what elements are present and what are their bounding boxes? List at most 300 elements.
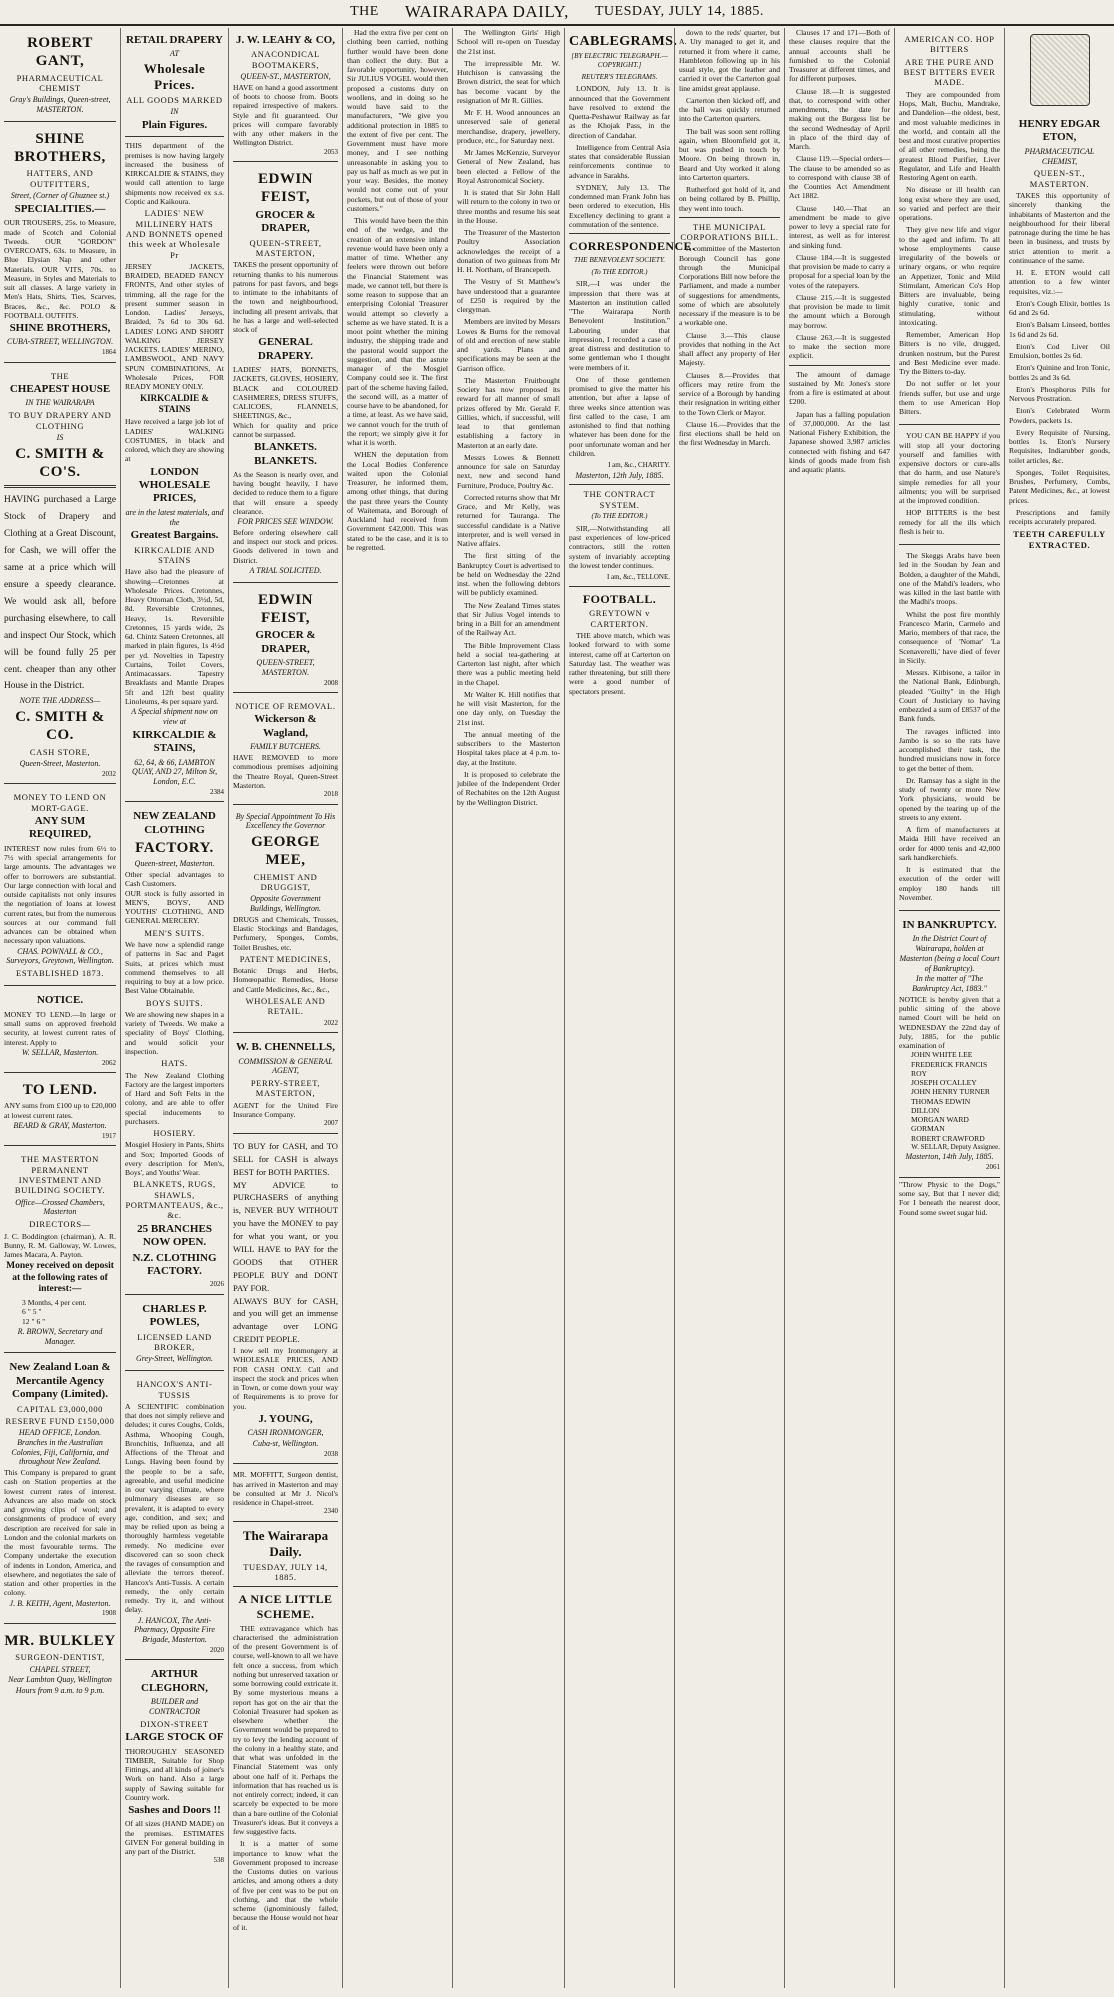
advert-paragraph: Eton's Balsam Linseed, bottles 1s 6d and 2s 6d.	[1009, 320, 1110, 339]
advert-title: HENRY EDGAR ETON,	[1018, 118, 1101, 144]
section-heading: THE MUNICIPAL CORPORATIONS BILL.	[680, 221, 779, 243]
masthead-date: TUESDAY, JULY 14, 1885.	[594, 4, 764, 19]
advert-body: OUR TROUSERS, 25s. to Measure, made of Scotch and Colonial Tweeds. OUR "GORDON" OVERCOATS, 63s. to Measure, in Blue Elysian Nap and other Materials. OUR VITS, 70s. to Measure, in Styles and Materials to suit all classes. A large variety in Men's Hats, Shirts, Ties, Scarves, Braces, &c., &c. POLO & FOOTBALL OUTFITS.	[4, 218, 116, 320]
advert-number: 2026	[210, 1280, 224, 1289]
news-item: The ravages inflicted into Jambo is so so the rats have accomplished their task, the hundred musicians now in force to get the better of them.	[899, 726, 1000, 773]
advert-chennells	[233, 1035, 338, 1134]
news-item: The irrepressible Mr. W. Hutchison is canvassing the Brown district, the seat for which has become vacant by the resignation of Mr R. Gillies.	[457, 58, 560, 105]
advert-address: QUEEN-ST., MASTERTON.	[1029, 168, 1090, 189]
advert-line: HEAD OFFICE, London. Branches in the Australian Colonies, Fiji, California, and throughout New Zealand.	[11, 1428, 109, 1467]
advert-subtitle: LICENSED LAND BROKER,	[137, 1331, 212, 1353]
news-item: Whilst the post fire monthly Francesco Marin, Carmelo and Mario, members of that race, the consequence of 'Nomar' 'La Scenaverelli,' have died of fever in Sicily.	[899, 609, 1000, 665]
rate-item: 12 " 6 "	[22, 1316, 46, 1326]
advert-title: C. SMITH & CO.	[15, 709, 105, 744]
advert-body: MR. MOFFITT, Surgeon dentist, has arrived in Masterton and may be consulted at Mr J. Nicol's residence in Chapel-street.	[233, 1470, 338, 1508]
advert-paragraph: Eton's Quinine and Iron Tonic, bottles 2s and 3s 6d.	[1009, 363, 1110, 382]
advert-title: FACTORY.	[135, 840, 214, 857]
advert-shine-brothers	[4, 124, 116, 363]
news-item: Mr James McKenzie, Surveyor General of New Zealand, has been elected a Fellow of the Royal Astronomical Society.	[457, 148, 560, 185]
article-paragraph: Clause 16.—Provides that the first elections shall be held on the first Wednesday in March.	[679, 419, 780, 448]
advert-address: Queen-street, Masterton.	[134, 859, 215, 869]
advert-body: INTEREST now rules from 6½ to 7½ with special arrangements for large amounts. The advantages we offer to borrowers are substantial. Our large connection with local and outside capitalists not only insures the negotiation of loans at lowest current rates, but from the numerous sources at our command full advances can be obtained when necessary upon valuations.	[4, 843, 116, 946]
advert-line: TO BUY DRAPERY AND CLOTHING	[8, 410, 112, 431]
advert-title: AMERICAN CO. HOP BITTERS	[904, 34, 995, 55]
advert-j-young	[233, 1136, 338, 1464]
masthead-the: THE	[350, 4, 379, 19]
advert-paragraph: Eton's Celebrated Worm Powders, packets 1s.	[1009, 406, 1110, 425]
article-paragraph: THE extravagance which has characterised the administration of the present Government is of course, well-known to all we have felt once a success, from which nothing but unreserved taxation or some borrowing could extricate it. By some mysterious means a report has got on the air that the Colonial Treasurer had spoken as elsewhere whether the Government would be prepared to try to levy the lending account of the colony in a healthy state, and that what was unfolded in the Financial Statement was only about one half of it. Perhaps the information that has reached us is not entirely correct; indeed, it can scarcely be expected to be more than a bare outline of the Colonial Treasurer's ideas. But it conveys a few suggestive facts.	[233, 1623, 338, 1837]
advert-body: Have received a large job lot of LADIES' WALKING COSTUMES, in black and colored, which they are showing at	[125, 417, 224, 464]
advert-body: Have also had the pleasure of showing—Cretonnes at Wholesale Prices. Cretonnes, Heavy Ottoman Cloth, 3½d, 5d, 8d. Reversible Cretonnes, Heavy, 1s. Reversible Cretonnes, 15 yards wide, 2s 6d. Chintz Sateen Cretonnes, all marked in plain figures, 1s 4½d per yd. Novelties in Tapestry Curtains, Toilet Covers, Antimacassars. Tapestry Breakfasts and Mantle Drapes 5ft and 12ft best quality Linoleums, 4s per square yard.	[125, 567, 224, 706]
advert-sign: CHAS. POWNALL & CO., Surveyors, Greytown, Wellington.	[6, 946, 114, 966]
advert-leahy	[233, 28, 338, 162]
advert-line: Office—Crossed Chambers, Masterton	[15, 1197, 105, 1217]
news-item: The Vestry of St Matthew's have understood that a guarantee of £250 is required by the clergyman.	[457, 277, 560, 314]
article-paragraph: Had the extra five per cent on clothing been carried, nothing further would have been done than collect the duty. But a favorable opportunity, however, Sir JULIUS VOGEL would then proposed a customs duty on woollens, and in doing so he would have said to the manufacturers, "We give you additional protection in 1885 to the extent of five per cent. The Government must have more money, and I see nothing unreasonable in asking you to pay us half as much as we put in your way. Besides, the money would not come out of your pockets, but out of those of your customers."	[347, 28, 448, 213]
advert-footer: TEETH CAREFULLY EXTRACTED.	[1013, 529, 1106, 550]
advert-address: QUEEN-STREET, MASTERTON,	[249, 237, 322, 258]
advert-body: We have now a splendid range of patterns in Sac and Paget Suits, at prices which must commend themselves to all requiring to buy at a low price. Best Value Obtainable.	[125, 940, 224, 996]
advert-line: AT	[169, 49, 180, 59]
advert-heading: THE MASTERTON PERMANENT INVESTMENT AND BUILDING SOCIETY.	[14, 1154, 106, 1196]
advert-title-repeat: SHINE BROTHERS,	[9, 322, 111, 335]
advert-paragraph: HOP BITTERS is the best remedy for all the ills which flesh is heir to.	[899, 508, 1000, 536]
divider	[233, 1586, 338, 1587]
advert-number: 2384	[210, 787, 224, 796]
advert-number: 1864	[102, 348, 116, 357]
advert-body: ALWAYS BUY for CASH, and you will get an immense advantage over LONG CREDIT PEOPLE.	[233, 1295, 338, 1345]
advert-line: BLANKETS, RUGS, SHAWLS, PORTMANTEAUS, &c., &c.	[125, 1179, 224, 1221]
news-item: Mr Walter K. Hill notifies that he will visit Masterton, for the one day only, on Tuesday the 21st inst.	[457, 689, 560, 727]
article-paragraph: Carterton then kicked off, and the ball was quickly returned into the Carterton quarters.	[679, 95, 780, 124]
section-subheading: [BY ELECTRIC TELEGRAPH.—COPYRIGHT.]	[571, 52, 668, 69]
debtor-name: MORGAN WARD GORMAN	[911, 1115, 969, 1134]
advert-number: 2340	[324, 1507, 338, 1516]
advert-line: CASH STORE,	[29, 746, 91, 757]
advert-number: 2018	[324, 790, 338, 799]
letter-paragraph: SIR,—I was under the impression that there was at Masterton an institution called "The Wairarapa North Benevolent Institution." Labouring under that impression, I recorded a case of great distress and destitution to some gentleman who I thought were members of it.	[569, 279, 670, 372]
advert-paragraph: Eton's Cod Liver Oil Emulsion, bottles 2s 6d.	[1009, 341, 1110, 361]
advert-body: AGENT for the United Fire Insurance Company.	[233, 1100, 338, 1120]
editorial-masthead: The Wairarapa Daily.	[242, 1527, 329, 1559]
advert-line: are in the latest materials, and the	[125, 507, 224, 527]
advert-heading: N.Z. CLOTHING FACTORY.	[132, 1251, 217, 1278]
advert-title: ANY SUM REQUIRED,	[28, 815, 92, 841]
advert-body: ANY sums from £100 up to £20,000 at lowest current rates.	[4, 1101, 116, 1120]
news-item: A firm of manufacturers at Maida Hill have received an order for 4000 tenis and 42,000 sark handkerchiefs.	[899, 825, 1000, 862]
advert-number: 2022	[324, 1018, 338, 1027]
advert-edwin-feist	[233, 164, 338, 583]
advert-address: QUEEN-ST., MASTERTON,	[240, 72, 331, 82]
advert-number: 2007	[324, 1119, 338, 1128]
article-paragraph: Clause 263.—It is suggested to make the section more explicit.	[789, 332, 890, 361]
advert-paragraph: Eton's Cough Elixir, bottles 1s 6d and 2s 6d.	[1009, 298, 1110, 318]
advert-line: In the matter of "The Bankruptcy Act, 1883."	[912, 974, 987, 994]
advert-c-smith	[4, 365, 116, 785]
advert-number: 2061	[986, 1163, 1000, 1172]
divider	[4, 485, 116, 488]
advert-hop-bitters	[899, 28, 1000, 425]
engraving-illustration	[1030, 34, 1090, 106]
advert-body: Mosgiel Hosiery in Pants, Shirts and Sox; Imported Goods of every description for Men's, Boys', and Youths' Wear.	[125, 1140, 224, 1178]
news-item: Mr F. H. Wood announces an unreserved sale of general merchandise, drapery, jewellery, produce, etc., for Saturday next.	[457, 108, 560, 145]
advert-address: DIXON-STREET	[140, 1718, 209, 1729]
column-3	[228, 28, 342, 1988]
advert-line: In the District Court of Wairarapa, holden at Masterton (being a local Court of Bankruptcy).	[899, 934, 1000, 973]
advert-body: As the Season is nearly over, and having bought heavily, I have decided to reduce them to a figure that will ensure a speedy clearance.	[233, 469, 338, 516]
advert-subtitle: SURGEON-DENTIST,	[15, 1652, 105, 1663]
divider	[569, 233, 670, 234]
news-item: The first sitting of the Bankruptcy Court is advertised to be held on Wednesday the 22nd inst. when the following debtors will be publicly examined.	[457, 551, 560, 598]
advert-heading: PATENT MEDICINES,	[239, 953, 332, 964]
news-item: The Wellington Girls' High School will re-open on Tuesday the 21st inst.	[457, 28, 560, 56]
article-paragraph: The ball was soon sent rolling again, when Bloomfield got it, but was pushed in touch by Moore. On being thrown in, Beard and Uty worked it along into Carterton quarters.	[679, 126, 780, 182]
advert-line: BOYS SUITS.	[145, 997, 204, 1008]
advert-line: LADIES' NEW MILLINERY HATS AND BONNETS opened this week at Wholesale Pr	[125, 208, 224, 260]
rate-item: 3 Months, 4 per cent.	[22, 1298, 87, 1308]
divider	[789, 365, 890, 366]
masthead	[0, 0, 1114, 26]
advert-line: MEN'S SUITS.	[144, 927, 205, 938]
advert-sign: W. SELLAR, Masterton.	[21, 1047, 99, 1057]
advert-number: 2062	[102, 1058, 116, 1067]
advert-title: IN BANKRUPTCY.	[902, 919, 997, 932]
news-item: The Masterton Fruitbought Society has now proposed its reward for all manner of small prizes offered by Mr. Gerald F. Gillies, which, if successful, will lead to that gentleman establishing a factory in Masterton at an early date.	[457, 375, 560, 450]
advert-title: J. YOUNG,	[258, 1412, 313, 1425]
advert-retail-drapery	[125, 28, 224, 802]
article-paragraph: Clause 215.—It is suggested that provision be made to limit the amount which a Borough may borrow.	[789, 292, 890, 330]
advert-subtitle: CASH IRONMONGER,	[247, 1428, 324, 1438]
advert-powles	[125, 1297, 224, 1371]
advert-title: Money received on deposit at the following rates of interest:—	[6, 1261, 114, 1295]
advert-title: NEW ZEALAND CLOTHING	[133, 810, 216, 836]
advert-line: IN THE WAIRARAPA	[25, 398, 95, 408]
advert-address: CUBA-STREET, WELLINGTON.	[6, 337, 114, 347]
advert-title: MR. BULKLEY	[4, 1633, 116, 1649]
advert-address: Queen-Street, Masterton.	[19, 759, 101, 769]
advert-body: TAKES the present opportunity of returning thanks to his numerous patrons for past favors, and begs to intimate to the inhabitants of the town and neighbourhood, including all present arrivals, that he has a large and well-selected stock of	[233, 260, 338, 335]
advert-paragraph: Every Requisite of Nursing, bottles 1s. Eton's Nursery Requisites, Indiarubber goods, toilet articles, &c.	[1009, 427, 1110, 465]
advert-address: PERRY-STREET, MASTERTON,	[250, 1078, 321, 1099]
advert-line: A Special shipment now on view at	[131, 707, 218, 726]
advert-body: THOROUGHLY SEASONED TIMBER, Suitable for Shop Fittings, and all kinds of joiner's Work on hand. Also a large supply of Sawing suitable for Country work.	[125, 1746, 224, 1802]
advert-sign: J. HANCOX, The Anti-Pharmacy, Opposite Fire Brigade, Masterton.	[134, 1615, 215, 1645]
article-paragraph: THE above match, which was looked forward to with some interest, came off at Carterton on Saturday last. The weather was rather threatening, but still there were a good number of spectators present.	[569, 631, 670, 696]
article-paragraph: Clauses 8.—Provides that officers may retire from the service of a Borough by handing their resignation in writing either to the Town Clerk or Mayor.	[679, 370, 780, 417]
article-paragraph: A committee of the Masterton Borough Council has gone through the Municipal Corporations Bill now before the Parliament, and made a number of suggestions for amendments, some of which are absolutely necessary if the measure is to be a workable one.	[679, 244, 780, 328]
debtor-name: JOHN HENRY TURNER	[911, 1087, 990, 1097]
advert-body: A SCIENTIFIC combination that does not simply relieve and deludes; it cures Coughs, Colds, Asthma, Whooping Cough, Bronchitis, Influenza, and all Affections of the Throat and Lungs. Having been found by the people to be a safe, agreeable, and useful medicine in our varying climate, where pulmonary diseases are so prevalent, it is adapted to every age, condition, and sex; and may be relied upon as being a thoroughly harmless vegetable remedy. No medicine ever discovered can so soon check the ravages of consumption and alleviate the terrors thereof. Hancox's Anti-Tussis. A certain remedy, the only certain remedy. Try it, and without delay.	[125, 1401, 224, 1615]
news-items	[899, 547, 1000, 911]
advert-hancox	[125, 1373, 224, 1660]
letter-sign: I am, &c., TELLONE.	[606, 573, 670, 582]
advert-body: JERSEY JACKETS, BRAIDED, BEADED FANCY FRONTS, And other styles of trimming, all the rage for the present summer season in London. Ladies' Jerseys, Braided, 7s 6d to 30s 6d. LADIES' LONG AND SHORT WALKING JERSEY JACKETS. LADIES' MERINO, LAMBSWOOL, AND NAVY SPUN COMBINATIONS, At Wholesale Prices, FOR READY MONEY ONLY.	[125, 261, 224, 392]
section-heading: CABLEGRAMS.	[569, 34, 678, 49]
advert-body: J. C. Boddington (chairman), A. R. Bunny, R. M. Galloway, W. Lowes, James Macara, A. Payton.	[4, 1231, 116, 1260]
advert-heading: CHEAPEST HOUSE	[9, 383, 111, 396]
advert-body: Which for quality and price cannot be surpassed.	[233, 420, 338, 439]
advert-heading: Sashes and Doors !!	[128, 1804, 221, 1817]
news-item: It is proposed to celebrate the jubilee of the Independent Order of Rechabites on the 12th August by the Wellington District.	[457, 769, 560, 807]
advert-line: KIRKCALDIE AND STAINS	[134, 544, 215, 566]
advert-line: CAPITAL £3,000,000	[16, 1403, 104, 1414]
advert-to-lend	[4, 1075, 116, 1146]
advert-money-to-lend	[4, 786, 116, 986]
advert-subtitle: PHARMACEUTICAL CHEMIST,	[1024, 146, 1095, 166]
advert-line: NOTE THE ADDRESS—	[19, 696, 101, 706]
debtor-name: JOHN WHITE LEE	[911, 1050, 973, 1060]
letter-salutation: (To THE EDITOR.)	[591, 512, 648, 521]
advert-subtitle: BUILDER and CONTRACTOR	[149, 1697, 200, 1717]
advert-line: HATS.	[161, 1058, 188, 1069]
news-item: Japan has a falling population of 37,000,000. At the last National Fishery Exhibition, the Japanese showed 3,987 articles connected with fishing and 647 kinds of goods made from fish and aquatic plants.	[789, 409, 890, 474]
advert-sign: BEARD & GRAY, Masterton.	[13, 1120, 107, 1130]
news-item: The New Zealand Times states that Sir Julius Vogel intends to bring in a Bill for an amendment of the Railway Act.	[457, 600, 560, 638]
advert-line: CHAPEL STREET,	[29, 1664, 91, 1674]
advert-heading: LONDON WHOLESALE PRICES,	[138, 465, 211, 505]
column-6	[564, 28, 696, 1988]
advert-subtitle: COMMISSION & GENERAL AGENT,	[238, 1056, 333, 1076]
advert-line: RESERVE FUND £150,000	[5, 1415, 115, 1426]
section-subheading: REUTER'S TELEGRAMS.	[581, 72, 658, 81]
advert-line: ESTABLISHED 1873.	[16, 968, 104, 979]
news-item: The Skeggs Arabs have been led in the Soudan by Jean and Bolden, a daughter of the Mahdi, one of the Mahdi's leaders, who was killed in the last battle with the Madhi's troops.	[899, 551, 1000, 607]
advert-address: Grey-Street, Wellington.	[135, 1354, 214, 1364]
advert-address: Street, (Corner of Ghuznee st.)	[10, 191, 110, 201]
advert-body: We are showing new shapes in a variety of Tweeds. We make a speciality of Boys' Clothing, and would solicit your inspection.	[125, 1009, 224, 1056]
advert-line: IN	[170, 107, 179, 117]
advert-title: ARTHUR CLEGHORN,	[141, 1668, 208, 1694]
advert-body: NOTICE is hereby given that a public sitting of the above named Court will be held on WEDNESDAY the 22nd day of July, 1885, for the public examination of	[899, 994, 1000, 1051]
advert-body: This Company is prepared to grant cash on Station properties at the lowest current rates of interest. Advances are also made on stock and growing clips of wool; and consignments of produce of every description are received for sale in London and the colonial markets on the most favourable terms. The Company undertake the execution of indents in London, America, and elsewhere, and negotiates the sale of station and other properties in the colony.	[4, 1468, 116, 1598]
article-paragraph: Clause 184.—It is suggested that provision be made to carry a proposal for a special loan by the votes of the ratepayers.	[789, 252, 890, 290]
debtor-name: JOSEPH O'CALLEY	[911, 1078, 977, 1088]
letter-sign: I am, &c., CHARITY.	[608, 461, 670, 470]
debtor-list	[899, 1050, 1000, 1143]
advert-body: MONEY TO LEND.—In large or small sums on approved freehold security, at lowest current rates of interest. Apply to	[4, 1009, 116, 1047]
advert-paragraph: Sponges, Toilet Requisites, Brushes, Perfumery, Combs, Patent Medicines, &c., at lowest prices.	[1009, 467, 1110, 505]
news-item: Messrs Lowes & Bennett announce for sale on Saturday next, new and second hand Furniture, Produce, Poultry &c.	[457, 452, 560, 490]
advert-body: Before ordering elsewhere call and inspect our stock and prices. Goods delivered in town and District.	[233, 527, 338, 565]
section-heading: CORRESPONDENCE.	[569, 239, 696, 254]
column-1	[0, 28, 120, 1988]
advert-title: EDWIN FEIST,	[257, 171, 313, 206]
advert-line: FOR PRICES SEE WINDOW.	[237, 517, 334, 527]
advert-body: HAVE on hand a good assortment of boots to choose from. Boots repaired irrespective of makers. Style and fit guaranteed. Our prices will compare favorably with any other makers in the Wellington District.	[233, 82, 338, 148]
advert-cleghorn	[125, 1662, 224, 1870]
advert-heading: SPECIALITIES.—	[14, 202, 106, 215]
advert-body: LADIES' HATS, BONNETS, JACKETS, GLOVES, HOSIERY, BLACK and COLOURED CASHMERES, DRESS STUFFS, CALICOES, FLANNELS, SHEETINGS, &c.,	[233, 365, 338, 421]
article-paragraph: Rutherford got hold of it, and on being collared by B. Phillip, they went into touch.	[679, 185, 780, 213]
advert-subtitle: ANACONDICAL BOOTMAKERS,	[251, 49, 320, 70]
article-paragraph: down to the reds' quarter, but A. Uty managed to get it, and returned it from where it came, Hambleton following up in his usual style, got the leather and carried it over the Carterton goal line amidst great applause.	[679, 28, 780, 93]
advert-number: 2008	[324, 678, 338, 687]
advert-heading: Greatest Bargains.	[130, 529, 219, 542]
advert-robert-gant	[4, 28, 116, 122]
divider	[125, 136, 224, 137]
advert-paragraph: TAKES this opportunity of sincerely thanking the inhabitants of Masterton and the neighbourhood for their liberal patronage during the time he has been in business, and trusts by strict attention to merit a continuance of the same.	[1009, 191, 1110, 265]
advert-paragraph: H. E. ETON would call attention to a few winter requisites, viz.:—	[1009, 268, 1110, 296]
advert-line: WHOLESALE AND RETAIL.	[245, 995, 326, 1017]
advert-title: EDWIN FEIST,	[257, 591, 313, 626]
advert-line: DIRECTORS—	[29, 1219, 91, 1230]
advert-line: ALL GOODS MARKED	[126, 94, 223, 105]
divider	[569, 586, 670, 587]
advert-number: 2038	[324, 1449, 338, 1458]
advert-body: Of all sizes (HAND MADE) on the premises. ESTIMATES GIVEN For general building in any part of the District.	[125, 1819, 224, 1857]
advert-address: Opposite Government Buildings, Wellington.	[249, 894, 322, 914]
debtor-name: FREDERICK FRANCIS ROY	[911, 1059, 988, 1078]
advert-edwin-feist-2	[233, 585, 338, 693]
advert-subtitle: PHARMACEUTICAL CHEMIST	[16, 72, 104, 93]
advert-heading: NOTICE.	[36, 994, 84, 1007]
advert-line: THE	[50, 370, 70, 381]
advert-paragraph: Eton's Phosphorus Pills for Nervous Prostration.	[1009, 384, 1110, 404]
advert-address: Near Lambton Quay, Wellington	[8, 1675, 112, 1685]
advert-heading: LARGE STOCK OF	[125, 1731, 224, 1744]
advert-heading: 25 BRANCHES NOW OPEN.	[137, 1222, 212, 1249]
news-item: It is estimated that the execution of the order will employ 180 hands till November.	[899, 865, 1000, 902]
advert-bulkley	[4, 1626, 116, 1702]
column-4	[342, 28, 452, 1988]
news-item: The annual meeting of the subscribers to the Masterton Hospital takes place at 4 p.m. to-day, at the Institute.	[457, 729, 560, 767]
advert-body: HAVING purchased a Large Stock of Drapery and Clothing at a Great Discount, for Cash, we will offer the same at a price which will ensure a speedy clearance. We would ask all, before purchasing elsewhere, to call and inspect Our Stock, which will be found fully 25 per cent. cheaper than any other House in the District.	[4, 495, 116, 692]
news-item: The Bible Improvement Class held a social tea-gathering at Carterton last night, after which there was a public meeting held in the Chapel.	[457, 640, 560, 687]
advert-body: The New Zealand Clothing Factory are the largest importers of Hard and Soft Felts in the colony, and are able to offer special inducements to purchasers.	[125, 1070, 224, 1126]
news-item: Dr. Ramsay has a sight in the study of twenty or more New York physicians, would be opened by the tearing up of the streets to any extent.	[899, 775, 1000, 822]
advert-address: 62, 64, & 66, LAMBTON QUAY, AND 27, Milton St, London, E.C.	[131, 757, 218, 787]
advert-line: IS	[56, 432, 64, 442]
news-item: Corrected returns show that Mr Grace, and Mr Kelly, was returned for Tauranga. The successful candidate is a Native interpreter, and is well versed in Native affairs.	[457, 492, 560, 548]
advert-line: Plain Figures.	[141, 118, 208, 131]
advert-sign: J. B. KEITH, Agent, Masterton.	[9, 1598, 111, 1608]
advert-nz-loan	[4, 1355, 116, 1624]
news-item: Messrs. Kitbisone, a tailor in the National Bank, Edinburgh, pleaded "Guilty" in the High Court of Justiciary to having embezzled a sum of £8537 of the Bank funds.	[899, 668, 1000, 724]
advert-title: GEORGE MEE,	[251, 834, 320, 869]
advert-number: 1917	[102, 1131, 116, 1140]
divider	[569, 484, 670, 485]
advert-number: 2020	[210, 1645, 224, 1654]
advert-body: DRUGS and Chemicals, Trusses, Elastic Stockings and Bandages, Perfumery, Sponges, Combs, Toilet Brushes, etc.	[233, 914, 338, 952]
editorial-date: TUESDAY, JULY 14, 1885.	[243, 1561, 328, 1582]
cable-item: Intelligence from Central Asia states that considerable Russian reinforcements continue to advance in Sarakhs.	[569, 142, 670, 180]
advert-address: Gray's Buildings, Queen-street, MASTERTON.	[9, 95, 111, 115]
verse: "Throw Physic to the Dogs," some say, But that I never did; For I beneath the nearest door, Found some sweet sugar hid.	[899, 1179, 1000, 1217]
column-5	[452, 28, 564, 1988]
letter-paragraph: SIR,—Notwithstanding all past experiences of low-priced contractors, still the rotten system of invariably accepting the lowest tender continues.	[569, 523, 670, 570]
advert-subtitle: GROCER & DRAPER,	[255, 629, 316, 655]
letter-date: Masterton, 12th July, 1885.	[575, 470, 664, 480]
section-subheading: GREYTOWN v CARTERTON.	[589, 608, 650, 629]
advert-title: HANCOX'S ANTI-TUSSIS	[136, 1379, 213, 1400]
advert-paragraph: Prescriptions and family receipts accurately prepared.	[1009, 507, 1110, 527]
article-paragraph: WHEN the deputation from the Local Bodies Conference waited upon the Colonial Treasurer, he informed them, among other things, that during the past three years the County of Waitemata, and Borough of Auckland had received from Government £42,000. This was stated to be the case, and it is to be regretted.	[347, 450, 448, 552]
advert-body: MY ADVICE to PURCHASERS of anything is, NEVER BUY WITHOUT you have the MONEY to pay for what you want, or you WILL HAVE to PAY for the GOODS that OTHER PEOPLE BUY and DONT PAY FOR.	[233, 1179, 338, 1293]
article-paragraph: It is a matter of some importance to know what the Government proposed to increase the Customs duties on various articles, and among others a duty of five per cent was to be put on clothing, and that the whole scheme (ignominiously failed, because the House would not hear of it.	[233, 1839, 338, 1932]
advert-number: 2032	[102, 769, 116, 778]
advert-line: A TRIAL SOLICITED.	[249, 565, 322, 575]
advert-line: KIRKCALDIE & STAINS	[140, 393, 209, 415]
advert-subtitle: CHEMIST AND DRUGGIST,	[253, 871, 318, 892]
advert-date: Masterton, 14th July, 1885.	[905, 1152, 994, 1162]
advert-notice	[4, 988, 116, 1073]
advert-title: C. SMITH & CO'S.	[15, 445, 105, 480]
advert-subtitle: FAMILY BUTCHERS.	[250, 742, 321, 752]
article-paragraph: Clause 140.—That an amendment be made to give power to levy a special rate for interest, as well as for interest and sinking fund.	[789, 203, 890, 250]
advert-wickerson	[233, 695, 338, 804]
article-heading: A NICE LITTLE SCHEME.	[238, 1592, 333, 1621]
advert-building-society	[4, 1148, 116, 1353]
section-subheading: THE BENEVOLENT SOCIETY.	[573, 255, 666, 264]
advert-title: RETAIL DRAPERY	[126, 34, 223, 46]
advert-number: 1908	[102, 1609, 116, 1618]
article-paragraph: Clause 3.—This clause provides that nothing in the Act shall affect any property of Her Majesty.	[679, 330, 780, 368]
column-7	[674, 28, 784, 1988]
advert-heading: BLANKETS. BLANKETS.	[254, 441, 317, 467]
advert-paragraph: Do not suffer or let your friends suffer, but use and urge them to use American Hop Bitters.	[899, 379, 1000, 417]
rate-list	[4, 1298, 116, 1326]
advert-paragraph: No disease or ill health can long exist where they are used, so varied and perfect are their operations.	[899, 185, 1000, 223]
advert-title: SHINE BROTHERS,	[14, 130, 106, 166]
section-subheading: THE CONTRACT SYSTEM.	[583, 489, 656, 510]
advert-body: HAVE REMOVED to more commodious premises adjoining the Theatre Royal, Queen-Street Masterton.	[233, 753, 338, 790]
advert-body: Botanic Drugs and Herbs, Homœopathic Remedies, Horse and Cattle Medicines, &c., &c.,	[233, 966, 338, 994]
article-paragraph: Clauses 17 and 171—Both of these clauses require that the annual accounts shall be furnished to the Colonial Treasurer at different times, and for different purposes.	[789, 28, 890, 84]
advert-address: QUEEN-STREET, MASTERTON.	[256, 658, 315, 677]
advert-title: CHARLES P. POWLES,	[142, 1302, 207, 1329]
advert-title: W. B. CHENNELLS,	[236, 1041, 335, 1054]
advert-subtitle: GROCER & DRAPER,	[255, 208, 316, 235]
advert-body: TO BUY for CASH, and TO SELL for CASH is always BEST for BOTH PARTIES.	[233, 1140, 338, 1177]
advert-sign: R. BROWN, Secretary and Manager.	[17, 1326, 103, 1346]
article-paragraph: Clause 119.—Special orders—The clause to be amended so as to correspond with clause 38 of the Counties Act Amendment Act 1882.	[789, 154, 890, 201]
advert-subtitle: HATTERS, AND OUTFITTERS,	[26, 168, 94, 189]
advert-title: Wickerson & Wagland,	[254, 713, 317, 739]
advert-paragraph: They give new life and vigor to the aged and infirm. To all whose employments cause irregularity of the bowels or urinary organs, or who require an Appetizer, Tonic and Mild Stimulant, American Co's Hop Bitters are invaluable, being highly curative, tonic and stimulating, without intoxicating.	[899, 225, 1000, 327]
advert-line: Hours from 9 a.m. to 9 p.m.	[15, 1686, 105, 1696]
letter-paragraph: One of those gentlemen promised to give the matter his attention, but after a lapse of three weeks since attention was first called to the case, I am astonished to find that nothing whatever has been done for the poor unfortunate woman and her children.	[569, 374, 670, 458]
advert-be-happy	[899, 427, 1000, 545]
advert-body: THIS department of the premises is now having largely increased the business of KIRKCALDIE & STAINS, they would call attention to large shipments now received ex s.s. Coptic and Kaikoura.	[125, 141, 224, 206]
advert-line: By Special Appointment To His Excellency the Governor	[235, 811, 336, 831]
advert-title: New Zealand Loan & Mercantile Agency Company (Limited).	[9, 1361, 111, 1401]
section-heading: FOOTBALL.	[582, 591, 657, 606]
debtor-name: THOMAS EDWIN DILLON	[911, 1096, 971, 1115]
advert-henry-eton	[1009, 112, 1110, 557]
advert-subtitle: ARE THE PURE AND BEST BITTERS EVER MADE.	[903, 56, 996, 88]
column-2	[120, 28, 228, 1988]
debtor-name: ROBERT CRAWFORD	[911, 1133, 985, 1143]
advert-title: J. W. LEAHY & CO,	[236, 34, 335, 46]
news-item: The Treasurer of the Masterton Poultry Association acknowledges the receipt of a donation of two guineas from Mr H. H. Northam, of Brancepeth.	[457, 228, 560, 274]
advert-heading: NOTICE OF REMOVAL.	[235, 701, 336, 712]
advert-line: HOSIERY.	[153, 1128, 196, 1138]
rate-item: 6 " 5 "	[22, 1307, 42, 1317]
advert-heading: GENERAL DRAPERY.	[257, 336, 314, 362]
news-item: It is stated that Sir John Hall will return to the colony in two or three months and resume his seat in the House.	[457, 188, 560, 225]
advert-nz-clothing-factory	[125, 804, 224, 1295]
column-10	[1004, 28, 1114, 1988]
advert-heading: TO LEND.	[22, 1082, 98, 1099]
letter-salutation: (To THE EDITOR.)	[591, 267, 648, 276]
advert-title: ROBERT GANT,	[27, 35, 93, 70]
cable-item: SYDNEY, July 13. The condemned man Frank John has been ordered to execution, His Excellency declining to grant a commutation of the sentence.	[569, 182, 670, 229]
advert-number: 538	[213, 1856, 224, 1865]
cable-item: LONDON, July 13. It is announced that the Government have resolved to extend the Quetta-Peshawur Railway as far as the Khojak Pass, in the direction of Candahar.	[569, 84, 670, 140]
advert-address: Cuba-st, Wellington.	[252, 1439, 319, 1449]
advert-body: I now sell my Ironmongery at WHOLESALE PRICES, AND FOR CASH ONLY. Call and inspect the stock and prices when in Town, or come down your way of Requirements is to prove for you.	[233, 1346, 338, 1411]
advert-number: 2053	[324, 147, 338, 156]
